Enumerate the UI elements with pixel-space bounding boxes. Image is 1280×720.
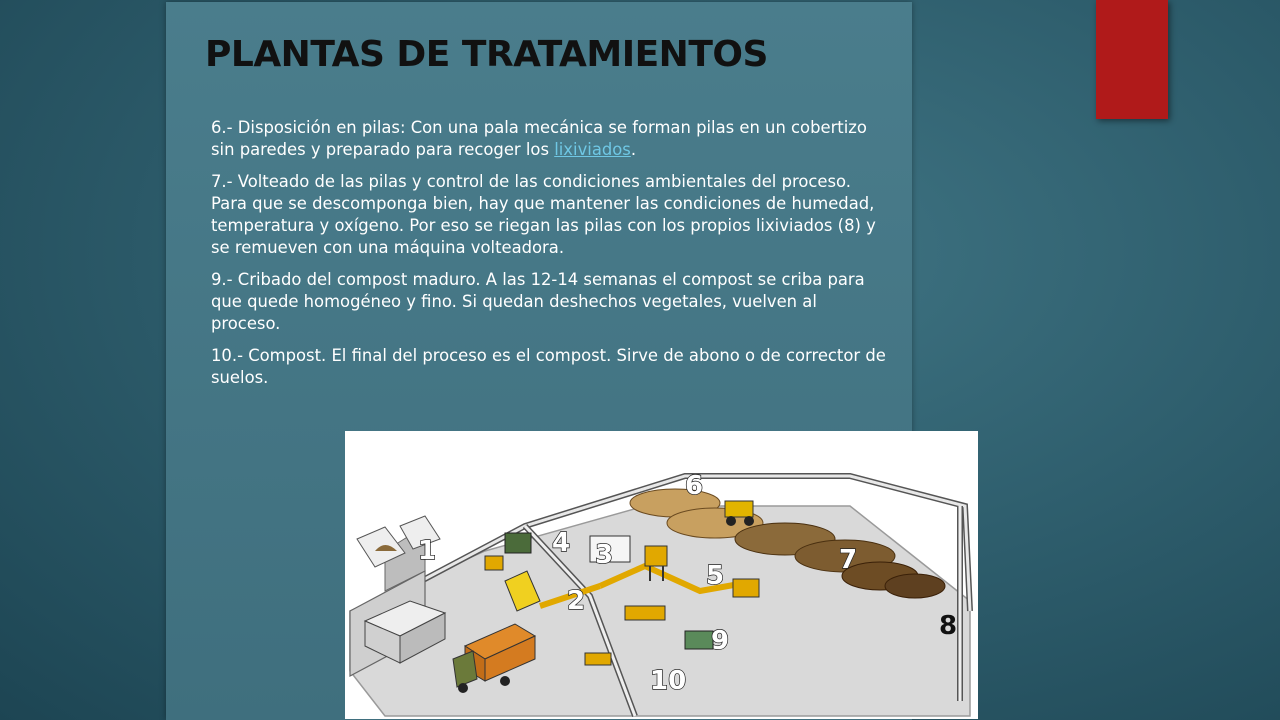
slide-body [211,117,891,398]
label-7: 7 [839,545,858,575]
label-10: 10 [650,666,687,696]
label-4: 4 [552,528,571,558]
label-6: 6 [685,471,704,501]
label-3: 3 [595,540,614,570]
paragraph-9: 9.- Cribado del compost maduro. A las 12-14 semanas el compost se criba para que quede homogéneo y fino. Si quedan deshechos vegetales, vuelven al proceso. [211,269,865,334]
paragraph-6 [211,117,891,162]
compost-plant-illustration [345,431,978,719]
slide-title: PLANTAS DE TRATAMIENTOS [205,34,768,75]
paragraph-6-text: 6.- Disposición en pilas: Con una pala mecánica se forman pilas en un cobertizo sin paredes y preparado para recoger los [211,118,867,160]
paragraph-10: 10.- Compost. El final del proceso es el compost. Sirve de abono o de corrector de suelos. [211,345,886,387]
label-8: 8 [939,611,958,641]
paragraph-6-end: . [630,140,637,160]
label-9: 9 [711,626,730,656]
label-5: 5 [706,561,725,591]
paragraph-7: 7.- Volteado de las pilas y control de las condiciones ambientales del proceso. Para que se descomponga bien, hay que mantener las condiciones de humedad, temperatura y oxígeno. Por eso se riegan las pilas con los propios lixiviados (8) y se remueven con una máquina volteadora. [211,171,876,258]
label-1: 1 [418,536,437,566]
lixiviados-link[interactable]: lixiviados [554,140,631,160]
accent-bar [1096,0,1168,119]
plant-diagram [345,431,978,719]
label-2: 2 [567,586,586,616]
